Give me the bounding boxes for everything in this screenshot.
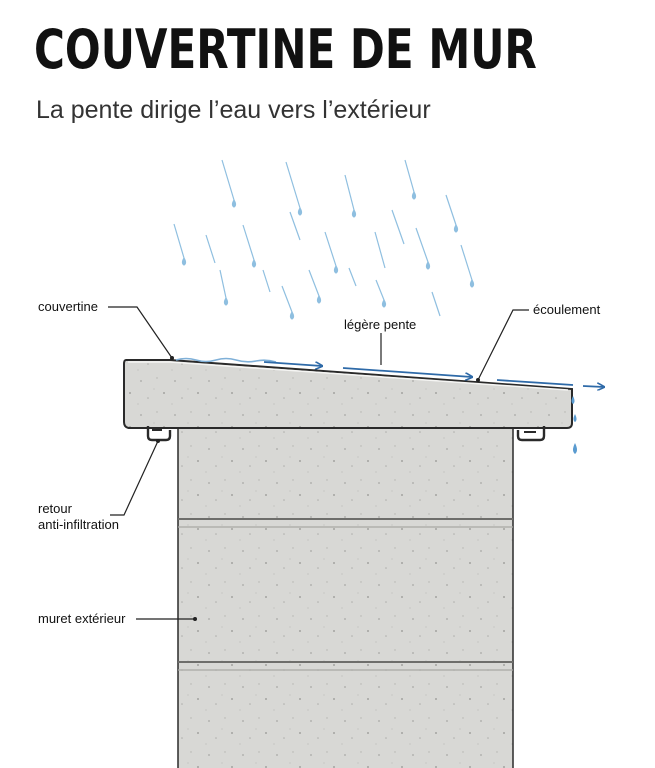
- label-legere-pente: légère pente: [344, 317, 417, 332]
- coping-slab: [124, 360, 572, 440]
- drip: [574, 414, 577, 422]
- label-couvertine: couvertine: [38, 299, 98, 314]
- flow-arrow-3: [583, 386, 604, 387]
- page-title: COUVERTINE DE MUR: [34, 18, 537, 81]
- label-ecoulement: écoulement: [533, 302, 601, 317]
- drip: [573, 443, 577, 454]
- label-muret: muret extérieur: [38, 611, 126, 626]
- label-retour: retour: [38, 501, 72, 516]
- muret: [172, 420, 524, 768]
- label-anti-infiltration: anti-infiltration: [38, 517, 119, 532]
- rain-drops: [174, 160, 474, 319]
- flow-arrow-1: [264, 362, 322, 366]
- page-subtitle: La pente dirige l’eau vers l’extérieur: [36, 96, 431, 124]
